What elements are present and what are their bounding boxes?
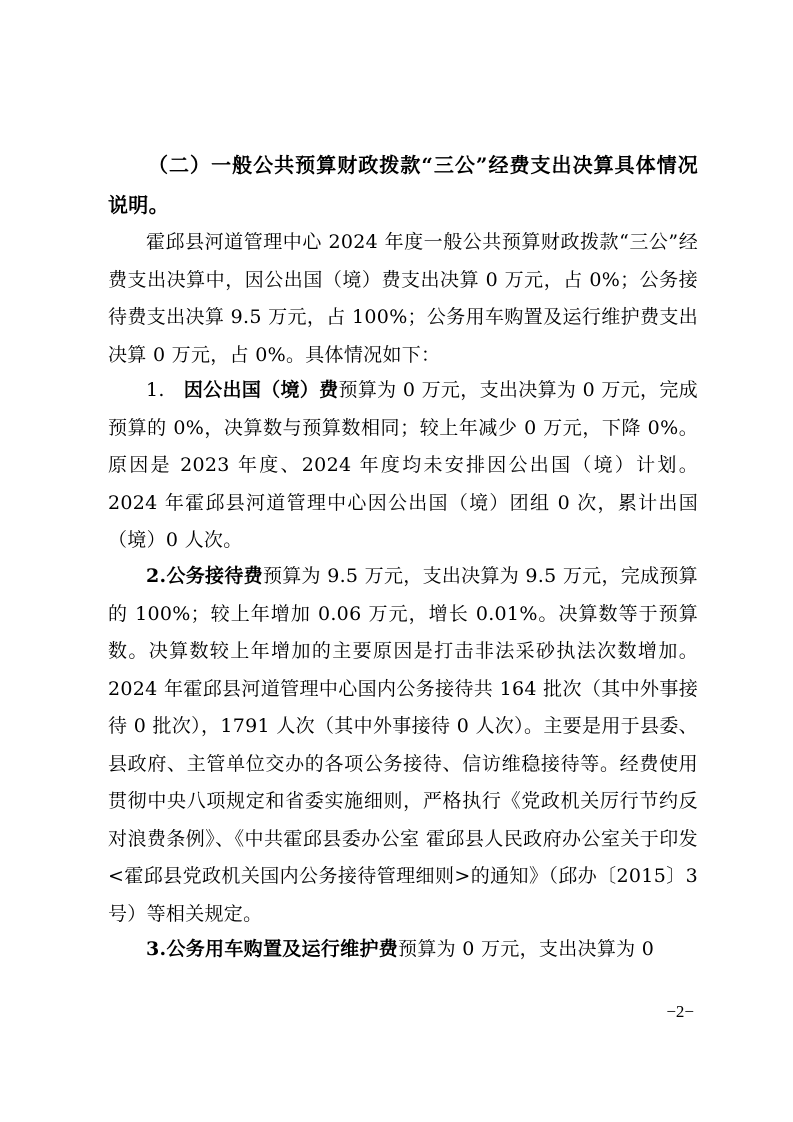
item-3-paragraph [108,931,698,969]
item-3-body: 预算为 0 万元，支出决算为 0 [398,938,655,960]
item-1-number: 1. [146,379,165,401]
item-1-title: 因公出国（境）费 [183,379,339,401]
intro-paragraph: 霍邱县河道管理中心 2024 年度一般公共预算财政拨款“三公”经费支出决算中，因公出国（境）费支出决算 0 万元，占 0%；公务接待费支出决算 9.5 万元，占 100%；公务用车购置及运行维护费支出决算 0 万元，占 0%。具体情况如下： [108,231,698,366]
section-heading: （二）一般公共预算财政拨款“三公”经费支出决算具体情况说明。 [108,153,698,217]
item-2-body: 预算为 9.5 万元，支出决算为 9.5 万元，完成预算的 100%；较上年增加 0.06 万元，增长 0.01%。决算数等于预算数。决算数较上年增加的主要原因是打击非法采砂执法次数增加。2024 年霍邱县河道管理中心国内公务接待共 164 批次（其中外事接待 0 批次），1791 人次（其中外事接待 0 人次）。主要是用于县委、县政府、主管单位交办的各项公务接待、信访维稳接待等。经费使用贯彻中央八项规定和省委实施细则，严格执行《党政机关厉行节约反对浪费条例》、《中共霍邱县委办公室 霍邱县人民政府办公室关于印发<霍邱县党政机关国内公务接待管理细则>的通知》（邱办〔2015〕3 号）等相关规定。 [108,565,698,925]
item-3-number: 3. [146,938,167,960]
item-2-paragraph [108,558,698,933]
item-1-body: 预算为 0 万元，支出决算为 0 万元，完成预算的 0%，决算数与预算数相同；较上年减少 0 万元，下降 0%。原因是 2023 年度、2024 年度均未安排因公出国（境）计划。2024 年霍邱县河道管理中心因公出国（境）团组 0 次，累计出国（境）0 人次。 [108,379,698,551]
item-3-title: 公务用车购置及运行维护费 [166,938,399,960]
page-number: −2− [666,1002,694,1021]
item-2-number: 2. [146,565,167,587]
item-2-title: 公务接待费 [166,565,263,587]
item-1-paragraph [108,372,698,560]
